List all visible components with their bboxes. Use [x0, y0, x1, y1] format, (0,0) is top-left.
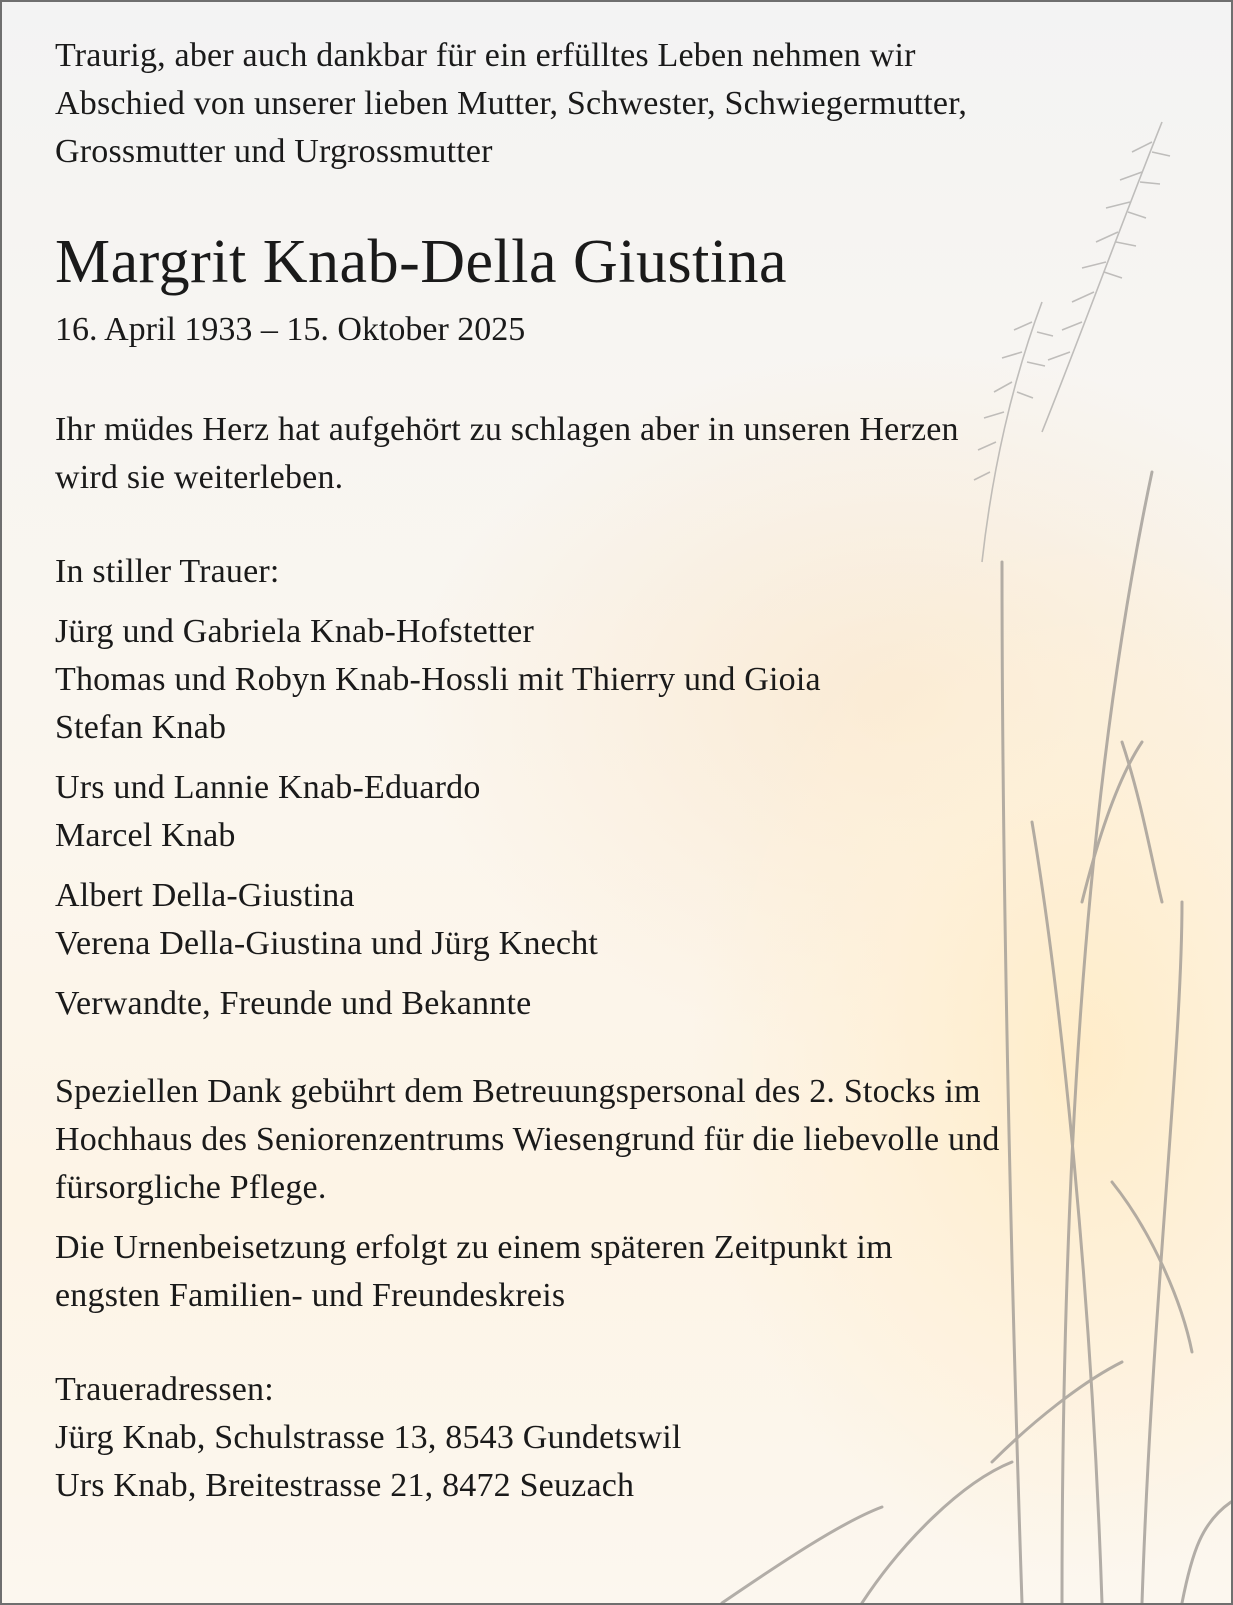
address: Urs Knab, Breitestrasse 21, 8472 Seuzach	[55, 1467, 635, 1504]
life-dates: 16. April 1933 – 15. Oktober 2025	[55, 311, 526, 348]
mourner-group: Albert Della-Giustina Verena Della-Giustina und Jürg Knecht	[55, 877, 599, 962]
mourner-group: Verwandte, Freunde und Bekannte	[55, 985, 532, 1022]
mourner-group: Jürg und Gabriela Knab-Hofstetter Thomas und Robyn Knab-Hossli mit Thierry und Gioia Stefan Knab	[55, 613, 821, 746]
mourner-group: Urs und Lannie Knab-Eduardo Marcel Knab	[55, 769, 481, 854]
address: Jürg Knab, Schulstrasse 13, 8543 Gundetswil	[55, 1419, 682, 1456]
quote-text: Ihr müdes Herz hat aufgehört zu schlagen aber in unseren Herzen wird sie weiterleben.	[55, 411, 959, 496]
obituary-text	[55, 32, 1195, 1510]
intro-text: Traurig, aber auch dankbar für ein erfülltes Leben nehmen wir Abschied von unserer lieben Mutter, Schwester, Schwiegermutter, Grossmutter und Urgrossmutter	[55, 37, 968, 170]
addresses-list	[55, 1414, 1195, 1510]
addresses-heading: Traueradressen:	[55, 1371, 274, 1408]
burial-text: Die Urnenbeisetzung erfolgt zu einem späteren Zeitpunkt im engsten Familien- und Freundeskreis	[55, 1229, 893, 1314]
deceased-name: Margrit Knab-Della Giustina	[55, 228, 788, 296]
thanks-text: Speziellen Dank gebührt dem Betreuungspersonal des 2. Stocks im Hochhaus des Seniorenzentrums Wiesengrund für die liebevolle und fürsorgliche Pflege.	[55, 1073, 1000, 1206]
mourners-heading: In stiller Trauer:	[55, 553, 280, 590]
